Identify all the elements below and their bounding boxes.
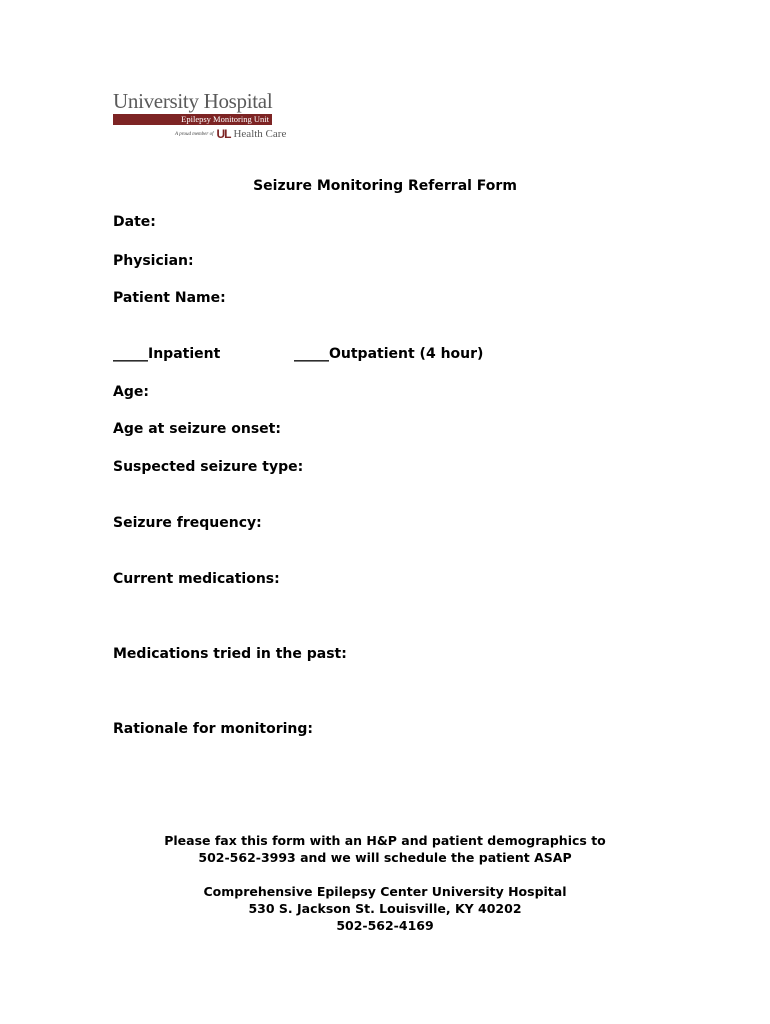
form-title: Seizure Monitoring Referral Form (253, 178, 517, 194)
past-medications-label: Medications tried in the past: (113, 646, 347, 662)
center-phone: 502-562-4169 (336, 918, 434, 933)
logo-unit: Epilepsy Monitoring Unit (181, 114, 269, 124)
hospital-logo (113, 89, 287, 142)
rationale-label: Rationale for monitoring: (113, 721, 313, 737)
logo-title: University Hospital (113, 89, 273, 113)
current-medications-label: Current medications: (113, 571, 280, 587)
date-label: Date: (113, 214, 156, 230)
logo-member-line (175, 127, 286, 141)
seizure-type-label: Suspected seizure type: (113, 459, 304, 475)
outpatient-option: _____Outpatient (4 hour) (294, 346, 484, 362)
center-address: 530 S. Jackson St. Louisville, KY 40202 (248, 901, 522, 916)
age-label: Age: (113, 384, 149, 400)
inpatient-option: _____Inpatient (113, 346, 221, 362)
ul-logo-icon: UL (216, 127, 231, 141)
patient-name-label: Patient Name: (113, 290, 226, 306)
logo-member-text: A proud member of (175, 131, 214, 137)
contact-block (0, 883, 770, 934)
logo-bar (113, 114, 272, 125)
physician-label: Physician: (113, 253, 194, 269)
logo-health-care: Health Care (233, 128, 287, 140)
fax-line-1: Please fax this form with an H&P and patient demographics to (164, 833, 606, 848)
fax-instructions (0, 832, 770, 866)
age-onset-label: Age at seizure onset: (113, 421, 281, 437)
center-name: Comprehensive Epilepsy Center University Hospital (203, 884, 567, 899)
seizure-frequency-label: Seizure frequency: (113, 515, 262, 531)
fax-line-2: 502-562-3993 and we will schedule the patient ASAP (198, 850, 572, 865)
